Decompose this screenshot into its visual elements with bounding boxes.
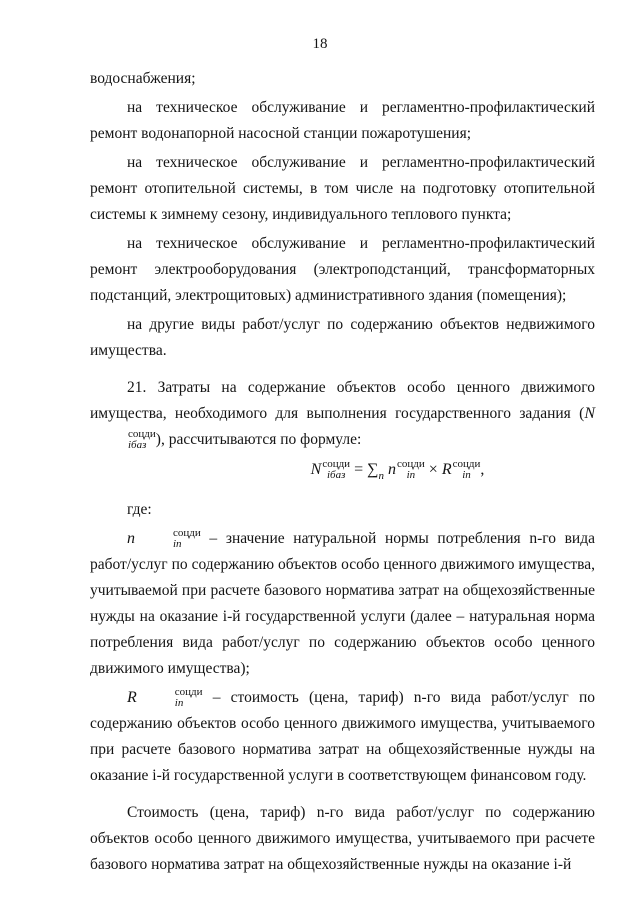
page-number: 18 [312, 36, 328, 52]
paragraph: на техническое обслуживание и регламентно-профилактический ремонт водонапорной насосной станции пожаротушения; [90, 99, 595, 142]
document-body [90, 66, 595, 881]
paragraph: на техническое обслуживание и регламентно-профилактический ремонт отопительной системы, в том числе на подготовку отопительной системы к зимнему сезону, индивидуального теплового пункта; [90, 154, 595, 223]
definition-n-in: n соцди in – значение натуральной нормы потребления n-го вида работ/услуг по содержанию объектов особо ценного движимого имущества, учитываемой при расчете базового норматива затрат на общехозяйственные нужды на оказание i-й государственной услуги (далее – натуральная норма потребления вида работ/услуг по содержанию объектов особо ценного движимого имущества); [90, 527, 595, 677]
formula: N соцди iбаз = $\sum_n$ n соцди in × R соцди in , [310, 458, 485, 482]
symbol-n-ibaz: (N соцди iбаз ) [128, 405, 596, 452]
paragraph: Стоимость (цена, тариф) n-го вида работ/услуг по содержанию объектов особо ценного движимого имущества, учитываемого при расчете базового норматива затрат на общехозяйственные нужды на оказание i-й [90, 804, 595, 873]
paragraph-item-21 [90, 375, 595, 453]
paragraph: водоснабжения; [90, 70, 196, 87]
item-21-tail: , рассчитываются по формуле: [160, 431, 362, 448]
item-21-text: 21. Затраты на содержание объектов особо ценного движимого имущества, необходимого для выполнения государственного задания [90, 379, 595, 422]
definition-r-in: R соцди in – стоимость (цена, тариф) n-го вида работ/услуг по содержанию объектов особо ценного движимого имущества, учитываемого при расчете базового норматива затрат на общехозяйственные нужды на оказание i-й государственной услуги в соответствующем финансовом году. [90, 686, 595, 784]
where-label: где: [127, 501, 152, 518]
paragraph: на техническое обслуживание и регламентно-профилактический ремонт электрооборудования (электроподстанций, трансформаторных подстанций, электрощитовых) административного здания (помещения); [90, 235, 595, 304]
paragraph: на другие виды работ/услуг по содержанию объектов недвижимого имущества. [90, 316, 595, 359]
